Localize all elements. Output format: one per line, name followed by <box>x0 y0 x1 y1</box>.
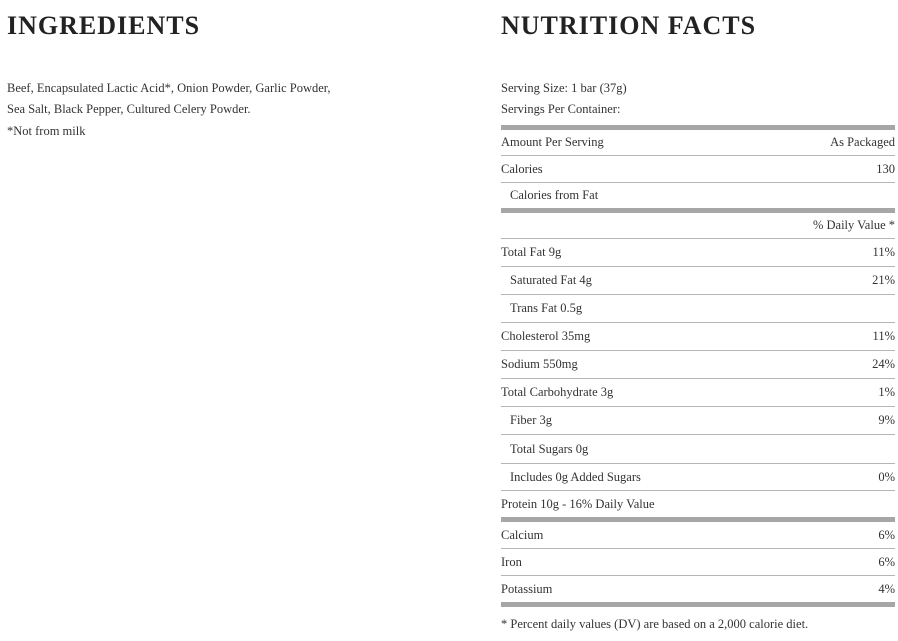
servings-per-container: Servings Per Container: <box>501 102 621 116</box>
nutrient-value: 1% <box>878 385 895 399</box>
nutrient-row <box>501 491 895 517</box>
mineral-value: 6% <box>878 554 895 569</box>
nutrient-value: 21% <box>872 273 895 287</box>
serving-info <box>501 78 895 120</box>
daily-value-header-row <box>501 213 895 239</box>
daily-value-footnote: * Percent daily values (DV) are based on a 2,000 calorie diet. <box>501 617 809 631</box>
nutrient-label: Saturated Fat 4g <box>510 273 592 287</box>
daily-value-header: % Daily Value * <box>812 218 895 232</box>
nutrient-value: 0% <box>878 469 895 484</box>
nutrient-label: Total Carbohydrate 3g <box>501 385 614 399</box>
nutrient-label: Trans Fat 0.5g <box>510 301 583 315</box>
calories-row <box>501 156 895 183</box>
nutrient-label: Sodium 550mg <box>501 357 578 371</box>
calories-from-fat-label: Calories from Fat <box>510 188 599 202</box>
nutrient-label: Protein 10g - 16% Daily Value <box>501 496 655 511</box>
nutrient-label: Total Fat 9g <box>501 245 562 259</box>
nutrient-row <box>501 295 895 323</box>
ingredients-list <box>7 78 427 120</box>
serving-size: Serving Size: 1 bar (37g) <box>501 81 627 95</box>
calories-label: Calories <box>501 161 543 176</box>
mineral-label: Calcium <box>501 527 544 542</box>
nutrient-row <box>501 351 895 379</box>
mineral-label: Potassium <box>501 581 553 596</box>
ingredients-note: *Not from milk <box>7 124 86 138</box>
mineral-row <box>501 522 895 549</box>
calories-value: 130 <box>876 161 895 176</box>
nutrient-value: 24% <box>872 357 895 371</box>
nutrient-label: Fiber 3g <box>510 413 553 427</box>
nutrient-row <box>501 407 895 435</box>
nutrient-row <box>501 435 895 463</box>
nutrition-heading: NUTRITION FACTS <box>501 11 757 40</box>
nutrient-row <box>501 379 895 407</box>
mineral-row <box>501 576 895 602</box>
mineral-value: 6% <box>878 527 895 542</box>
ingredients-line: Beef, Encapsulated Lactic Acid*, Onion Powder, Garlic Powder, <box>7 81 331 95</box>
nutrient-label: Total Sugars 0g <box>510 441 589 456</box>
ingredients-section <box>7 10 427 141</box>
mineral-value: 4% <box>878 581 895 596</box>
nutrient-row <box>501 239 895 267</box>
nutrient-value: 11% <box>872 329 895 343</box>
ingredients-heading: INGREDIENTS <box>7 11 201 40</box>
calories-from-fat-row <box>501 183 895 208</box>
nutrition-table <box>501 125 895 607</box>
amount-header-row <box>501 130 895 156</box>
thick-divider <box>501 602 895 607</box>
nutrition-section <box>501 10 895 632</box>
nutrient-row <box>501 463 895 491</box>
nutrient-value: 11% <box>872 245 895 259</box>
mineral-label: Iron <box>501 554 522 569</box>
mineral-row <box>501 549 895 576</box>
as-packaged-label: As Packaged <box>830 135 895 149</box>
amount-per-serving-label: Amount Per Serving <box>501 135 604 149</box>
nutrient-value: 9% <box>878 413 895 427</box>
nutrient-row <box>501 323 895 351</box>
nutrient-row <box>501 267 895 295</box>
nutrient-label: Includes 0g Added Sugars <box>510 469 641 484</box>
nutrient-label: Cholesterol 35mg <box>501 329 591 343</box>
ingredients-line: Sea Salt, Black Pepper, Cultured Celery Powder. <box>7 102 251 116</box>
